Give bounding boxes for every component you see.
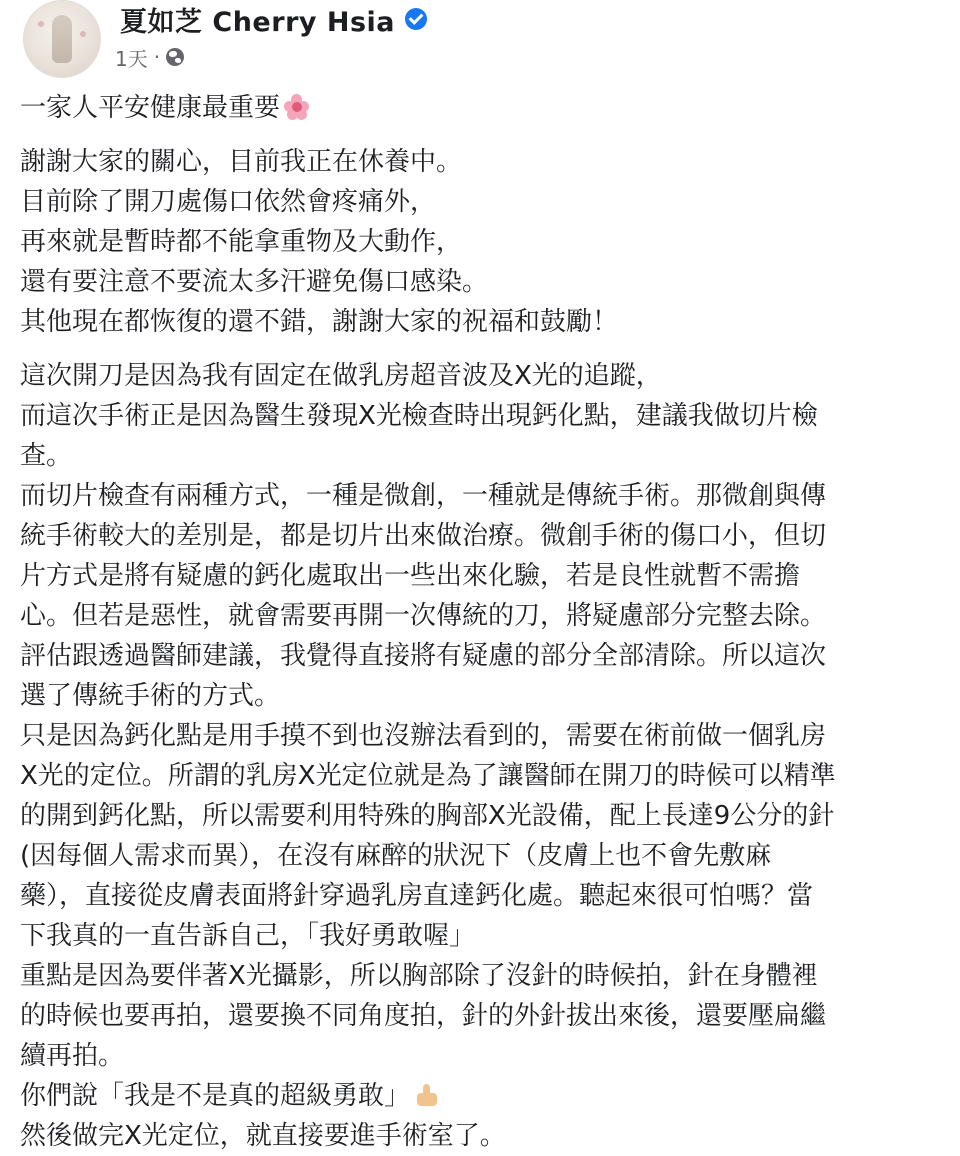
- author-avatar[interactable]: [23, 0, 101, 78]
- text-line: 其他現在都恢復的還不錯，謝謝大家的祝福和鼓勵！: [20, 307, 619, 337]
- text-line: 謝謝大家的關心，目前我正在休養中。: [20, 147, 463, 177]
- verified-badge-icon: [405, 8, 427, 30]
- text-line: 這次開刀是因為我有固定在做乳房超音波及X光的追蹤，: [20, 361, 662, 391]
- post-headline: [20, 88, 940, 128]
- text-line: 藥），直接從皮膚表面將針穿過乳房直達鈣化處。聽起來很可怕嗎？當: [20, 881, 814, 911]
- palm-part: [417, 1093, 437, 1106]
- text-line: 心。但若是惡性，就會需要再開一次傳統的刀，將疑慮部分完整去除。: [20, 601, 827, 631]
- text-line: 而切片檢查有兩種方式，一種是微創，一種就是傳統手術。那微創與傳: [20, 481, 827, 511]
- avatar-figure: [52, 15, 72, 63]
- text-line: 的時候也要再拍，還要換不同角度拍，針的外針拔出來後，還要壓扁繼: [20, 1001, 827, 1031]
- post-header: [20, 0, 940, 84]
- flower-center: [292, 102, 302, 112]
- post-meta: [115, 44, 184, 70]
- text-line: 續再拍。: [20, 1041, 125, 1071]
- post-timestamp[interactable]: 1天: [115, 46, 148, 71]
- text-line: 片方式是將有疑慮的鈣化處取出一些出來化驗，若是良性就暫不需擔: [20, 561, 801, 591]
- paragraph-recovery: [20, 142, 940, 342]
- text-line: 而這次手術正是因為醫生發現X光檢查時出現鈣化點，建議我做切片檢: [20, 401, 818, 431]
- avatar-decoration: [38, 21, 44, 27]
- author-name-row: [120, 0, 427, 38]
- flower-emoji-icon: [284, 94, 310, 120]
- globe-icon[interactable]: [166, 48, 184, 66]
- text-line: 統手術較大的差別是，都是切片出來做治療。微創手術的傷口小，但切: [20, 521, 827, 551]
- avatar-decoration: [80, 31, 86, 37]
- thumbs-up-emoji-icon: [414, 1082, 440, 1108]
- text-line: 查。: [20, 441, 73, 471]
- text-line: 再來就是暫時都不能拿重物及大動作，: [20, 227, 463, 257]
- text-line: (因每個人需求而異），在沒有麻醉的狀況下（皮膚上也不會先敷麻: [20, 841, 772, 871]
- paragraph-surgery: [20, 356, 940, 1156]
- post-body: [20, 88, 940, 1156]
- text-line: 的開到鈣化點，所以需要利用特殊的胸部X光設備，配上長達9公分的針: [20, 801, 835, 831]
- text-line: 下我真的一直告訴自己，「我好勇敢喔」: [20, 921, 476, 951]
- author-name[interactable]: 夏如芝 Cherry Hsia: [120, 6, 396, 38]
- text-line: 然後做完X光定位，就直接要進手術室了。: [20, 1121, 506, 1151]
- meta-separator: ·: [153, 45, 161, 69]
- text-line: 目前除了開刀處傷口依然會疼痛外，: [20, 187, 437, 217]
- text-line: 還有要注意不要流太多汗避免傷口感染。: [20, 267, 489, 297]
- brave-text: 你們說「我是不是真的超級勇敢」: [20, 1081, 411, 1111]
- text-line: 選了傳統手術的方式。: [20, 681, 281, 711]
- text-line: X光的定位。所謂的乳房X光定位就是為了讓醫師在開刀的時候可以精準: [20, 761, 836, 791]
- text-line: 重點是因為要伴著X光攝影，所以胸部除了沒針的時候拍，針在身體裡: [20, 961, 818, 991]
- text-line: 評估跟透過醫師建議，我覺得直接將有疑慮的部分全部清除。所以這次: [20, 641, 827, 671]
- text-line: 只是因為鈣化點是用手摸不到也沒辦法看到的，需要在術前做一個乳房: [20, 721, 827, 751]
- brave-line: [20, 1076, 940, 1116]
- headline-text: 一家人平安健康最重要: [20, 93, 281, 123]
